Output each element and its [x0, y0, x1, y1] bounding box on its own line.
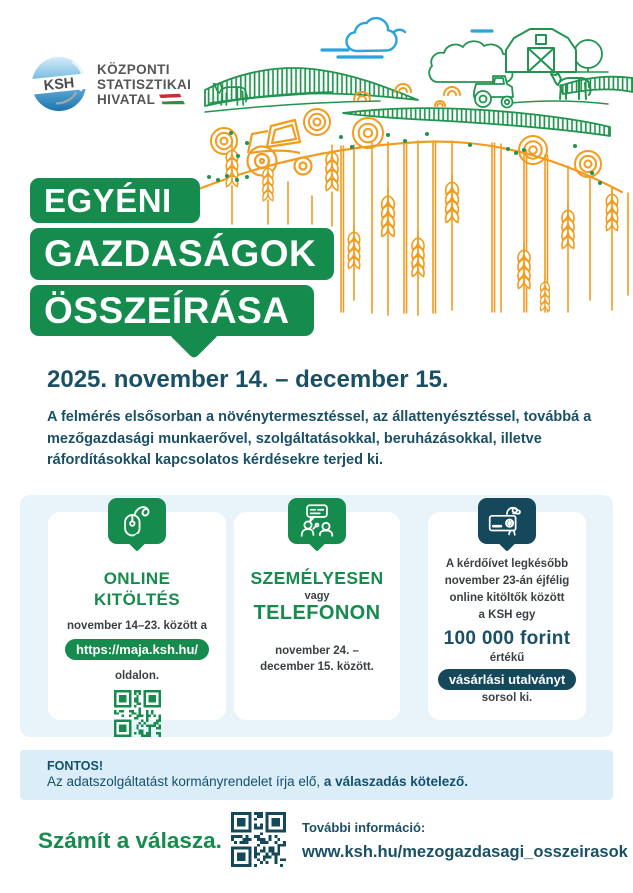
slogan: Számít a válasza. [38, 828, 222, 853]
online-badge [108, 498, 166, 544]
title-banner-1: EGYÉNI [30, 178, 200, 223]
online-date-note: november 14–23. között a [67, 620, 207, 632]
card-personal-connector: vagy [304, 590, 330, 602]
personal-badge [288, 498, 346, 544]
prize-amount: 100 000 forint [443, 628, 571, 649]
notice-strip [20, 750, 613, 800]
tractor-orange-icon [248, 120, 312, 176]
logo-line-1: KÖZPONTI [97, 61, 170, 77]
ksh-logo-mark [30, 55, 88, 113]
card-prize [428, 512, 586, 720]
notice-text: Az adatszolgáltatást kormányrendelet írja elő, a válaszadás kötelező. [47, 774, 468, 789]
svg-text:KSH: KSH [43, 75, 76, 95]
info-label: További információ: [302, 820, 426, 835]
card-online [48, 512, 226, 720]
prize-pill: vásárlási utalványt [438, 669, 576, 690]
intro-paragraph: A felmérés elsősorban a növénytermesztéssel, az állattenyésztéssel, továbbá a mezőgazdasági munkaerővel, szolgáltatásokkal, beruházásokkal, illetve ráfordításokkal kapcsolatos kérdésekre terjed ki. [47, 409, 592, 468]
qr-code-maja [114, 690, 161, 737]
logo-line-3: HIVATAL [97, 91, 156, 107]
card-online-title: ONLINE KITÖLTÉS [94, 569, 180, 609]
logo-line-2: STATISZTIKAI [97, 76, 192, 92]
event-date: 2025. november 14. – december 15. [47, 366, 449, 393]
barn-icon [506, 29, 576, 72]
ksh-logo-text [97, 62, 191, 107]
prize-amount-suffix: értékű [489, 652, 525, 664]
notice-title: FONTOS! [47, 759, 104, 773]
card-personal [234, 512, 400, 720]
voucher-icon [488, 505, 526, 537]
mouse-icon [120, 503, 154, 539]
info-url[interactable]: www.ksh.hu/mezogazdasagi_osszeirasok [302, 843, 628, 861]
personal-dates: november 24. – december 15. között. [260, 645, 374, 673]
qr-code-info [231, 812, 286, 867]
prize-ending: sorsol ki. [481, 692, 533, 704]
ksh-logo [30, 55, 191, 113]
cloud-icon [347, 18, 406, 51]
hungarian-flag-icon [159, 93, 185, 105]
prize-badge [478, 498, 536, 544]
card-personal-title-1: SZEMÉLYESEN [250, 568, 384, 588]
title-banner-2: GAZDASÁGOK [30, 228, 334, 280]
maja-link-pill[interactable]: https://maja.ksh.hu/ [65, 639, 209, 660]
prize-text: A kérdőívet legkésőbb november 23-án éjfélig online kitöltők között a KSH egy [444, 558, 570, 621]
people-icon [299, 504, 335, 538]
card-personal-title-2: TELEFONON [253, 602, 381, 624]
title-banner-3: ÖSSZEÍRÁSA [30, 285, 314, 336]
online-date-note-2: oldalon. [114, 670, 160, 682]
